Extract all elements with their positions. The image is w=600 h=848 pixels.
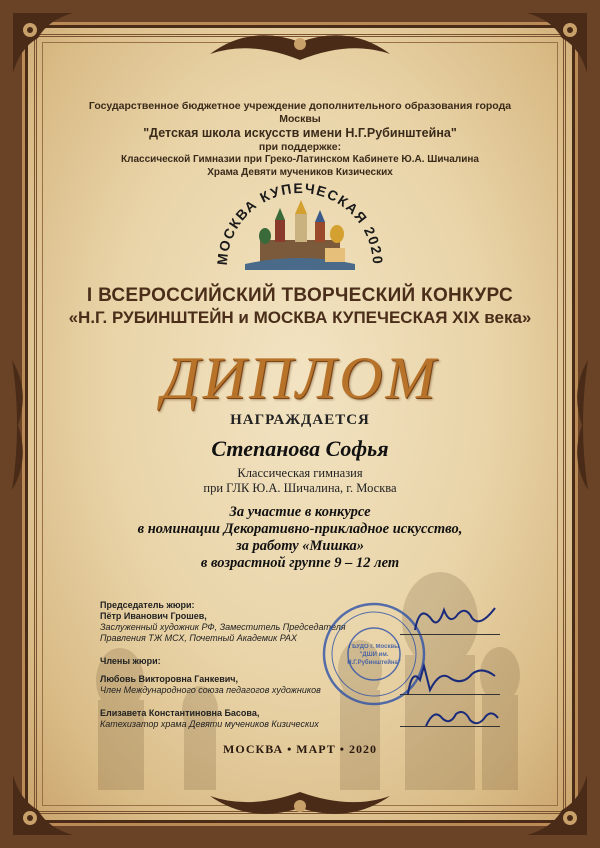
member2-name: Елизавета Константиновна Басова, [100,708,260,718]
left-side-ornament [10,360,32,490]
recipient-name: Степанова Софья [211,436,389,461]
corner-ornament-bottom-left [8,770,78,840]
diploma-title: ДИПЛОМ [161,345,439,411]
chair-name: Пётр Иванович Грошев, [100,611,207,621]
organizer-header [70,100,530,179]
member2-desc: Катехизатор храма Девяти мучеников Кизических [100,719,319,729]
stamp-line2: "ДШИ им. [359,652,389,658]
signature-member2 [420,704,500,732]
signature-chair [410,598,500,638]
signature-member1 [400,660,500,700]
corner-ornament-top-right [522,8,592,78]
chair-desc-1: Заслуженный художник РФ, Заместитель Председателя [100,622,346,632]
school-line1: Классическая гимназия [237,466,363,480]
members-heading: Члены жюри: [100,656,161,666]
school-line2: при ГЛК Ю.А. Шичалина, г. Москва [203,481,397,495]
bottom-center-ornament [200,790,400,826]
award-reason [80,504,520,572]
contest-title [60,285,540,328]
supporter-gymnasium: Классической Гимназии при Греко-Латинском Кабинете Ю.А. Шичалина [121,154,479,165]
chair-desc-2: Правления ТЖ МСХ, Почетный Академик РАХ [100,633,298,643]
reason-line4: в возрастной группе 9 – 12 лет [200,555,400,571]
supporter-church: Храма Девяти мучеников Кизических [207,166,393,178]
moscow-merchant-logo [205,178,395,283]
school-name: "Детская школа искусств имени Н.Г.Рубинштейна" [143,126,457,140]
member1-desc: Член Международного союза педагогов художников [100,685,321,695]
chair-heading: Председатель жюри: [100,600,195,610]
jury-member-2 [100,708,430,730]
contest-title-line1: I ВСЕРОССИЙСКИЙ ТВОРЧЕСКИЙ КОНКУРС [86,285,514,306]
top-center-ornament [200,24,400,64]
logo-arc-text: МОСКВА КУПЕЧЕСКАЯ 2020 [213,179,387,266]
recipient-school [100,466,500,496]
kremlin-icon [245,200,355,270]
reason-line1: За участие в конкурсе [229,504,371,520]
reason-line3: за работу «Мишка» [235,538,365,554]
awarded-label: НАГРАЖДАЕТСЯ [230,412,370,428]
right-side-ornament [568,360,590,490]
corner-ornament-bottom-right [522,770,592,840]
corner-ornament-top-left [8,8,78,78]
stamp-line1: ГБУДО г. Москвы [348,644,400,650]
member1-name: Любовь Викторовна Ганкевич, [100,674,239,684]
stamp-line3: Н.Г.Рубинштейна" [347,660,401,666]
place-date-footer: МОСКВА • МАРТ • 2020 [223,742,377,756]
reason-line2: в номинации Декоративно-прикладное искусство, [137,521,463,537]
support-label: при поддержке: [258,141,342,153]
contest-title-line2: «Н.Г. РУБИНШТЕЙН и МОСКВА КУПЕЧЕСКАЯ XIX века» [68,308,532,327]
organizer-line: Государственное бюджетное учреждение дополнительного образования города Москвы [88,100,512,125]
